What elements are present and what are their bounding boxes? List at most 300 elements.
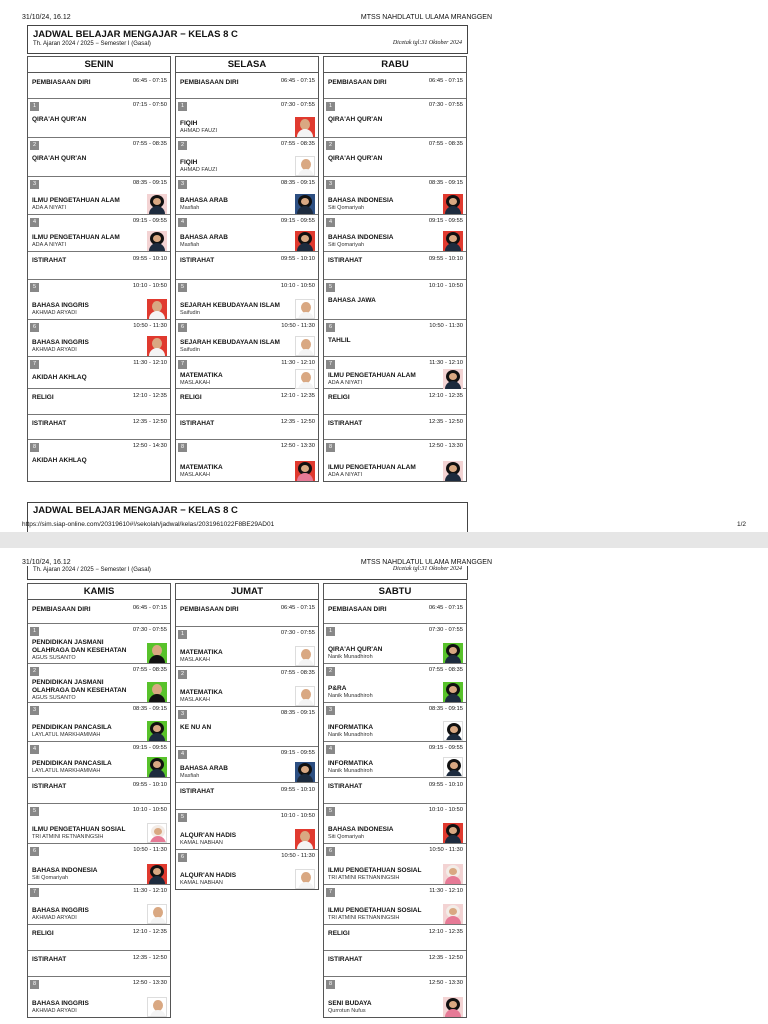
slot-time: 10:10 - 10:50 (132, 283, 167, 289)
slot-time: 06:45 - 07:15 (280, 78, 315, 84)
period-number: 3 (178, 180, 187, 189)
slot-time: 07:55 - 08:35 (428, 667, 463, 673)
slot-time: 07:15 - 07:50 (132, 102, 167, 108)
teacher-name: Saifudin (180, 347, 200, 353)
subject-name: RELIGI (32, 930, 54, 937)
lesson-slot[interactable] (176, 99, 318, 138)
break-slot[interactable] (176, 601, 318, 627)
teacher-name: KAMAL NABHAN (180, 840, 223, 846)
lesson-slot[interactable] (324, 138, 466, 177)
day-column-selasa (175, 56, 319, 482)
teacher-photo (147, 682, 167, 702)
day-header: RABU (324, 57, 466, 73)
teacher-photo (295, 762, 315, 782)
subject-name: PENDIDIKAN JASMANI OLAHRAGA DAN KESEHATAN (32, 679, 127, 694)
slot-time: 09:15 - 09:55 (132, 218, 167, 224)
subject-name: ISTIRAHAT (328, 257, 363, 264)
lesson-slot[interactable] (176, 177, 318, 215)
print-date: 31/10/24, 16.12 (22, 14, 71, 21)
teacher-photo (147, 721, 167, 741)
subject-name: ILMU PENGETAHUAN ALAM (328, 464, 416, 471)
subject-name: ILMU PENGETAHUAN ALAM (32, 197, 120, 204)
period-number: 3 (326, 180, 335, 189)
lesson-slot[interactable] (176, 667, 318, 707)
subject-name: P&RA (328, 685, 347, 692)
lesson-slot[interactable] (28, 138, 170, 177)
period-number: 2 (326, 667, 335, 676)
teacher-photo (443, 231, 463, 251)
subject-name: BAHASA INDONESIA (328, 826, 394, 833)
slot-time: 09:15 - 09:55 (280, 750, 315, 756)
lesson-slot[interactable] (324, 977, 466, 1018)
teacher-name: Nanik Munadhiroh (328, 732, 373, 738)
period-number: 3 (178, 710, 187, 719)
slot-time: 09:55 - 10:10 (428, 256, 463, 262)
slot-time: 09:55 - 10:10 (132, 782, 167, 788)
teacher-name: TRI ATMINI RETNANINGSIH (328, 875, 400, 881)
lesson-slot[interactable] (324, 440, 466, 482)
break-slot[interactable] (176, 74, 318, 99)
slot-time: 10:10 - 10:50 (132, 807, 167, 813)
subject-name: ISTIRAHAT (180, 788, 215, 795)
subject-name: PENDIDIKAN PANCASILA (32, 724, 112, 731)
subject-name: BAHASA INGGRIS (32, 1000, 89, 1007)
slot-time: 12:35 - 12:50 (428, 955, 463, 961)
subject-name: AKIDAH AKHLAQ (32, 457, 87, 464)
teacher-name: MASLAKAH (180, 380, 210, 386)
slot-time: 06:45 - 07:15 (428, 78, 463, 84)
lesson-slot[interactable] (28, 664, 170, 703)
slot-time: 08:35 - 09:15 (280, 180, 315, 186)
page-2 (0, 548, 768, 1024)
teacher-name: Nanik Munadhiroh (328, 768, 373, 774)
teacher-photo (295, 869, 315, 889)
academic-year-2: Th. Ajaran 2024 / 2025 − Semester I (Gasal) (33, 567, 151, 573)
teacher-photo (295, 231, 315, 251)
teacher-photo (443, 194, 463, 214)
print-date-2: 31/10/24, 16.12 (22, 559, 71, 566)
period-number: 2 (178, 141, 187, 150)
lesson-slot[interactable] (176, 215, 318, 252)
period-number: 4 (326, 745, 335, 754)
lesson-slot[interactable] (324, 664, 466, 703)
slot-time: 09:15 - 09:55 (428, 745, 463, 751)
slot-time: 10:10 - 10:50 (280, 813, 315, 819)
slot-time: 10:50 - 11:30 (429, 847, 463, 853)
teacher-name: Nanik Munadhiroh (328, 693, 373, 699)
slot-time: 08:35 - 09:15 (132, 706, 167, 712)
subject-name: INFORMATIKA (328, 724, 374, 731)
slot-time: 08:35 - 09:15 (428, 706, 463, 712)
period-number: 5 (30, 807, 39, 816)
teacher-name: TRI ATMINI RETNANINGSIH (32, 834, 104, 840)
slot-time: 07:55 - 08:35 (132, 667, 167, 673)
lesson-slot[interactable] (324, 844, 466, 885)
subject-name: ILMU PENGETAHUAN SOSIAL (32, 826, 126, 833)
lesson-slot[interactable] (324, 215, 466, 252)
teacher-photo (295, 156, 315, 176)
period-number: 7 (30, 360, 39, 369)
lesson-slot[interactable] (28, 885, 170, 925)
lesson-slot[interactable] (324, 177, 466, 215)
subject-name: PEMBIASAAN DIRI (180, 606, 239, 613)
teacher-name: TRI ATMINI RETNANINGSIH (328, 915, 400, 921)
subject-name: MATEMATIKA (180, 689, 223, 696)
break-slot[interactable] (324, 389, 466, 415)
period-number: 6 (30, 323, 39, 332)
teacher-photo (295, 299, 315, 319)
subject-name: BAHASA INDONESIA (32, 867, 98, 874)
day-column-jumat (175, 583, 319, 890)
period-number: 1 (326, 102, 335, 111)
day-header: SENIN (28, 57, 170, 73)
teacher-photo (443, 369, 463, 389)
subject-name: PEMBIASAAN DIRI (32, 606, 91, 613)
break-slot[interactable] (324, 951, 466, 977)
lesson-slot[interactable] (176, 357, 318, 389)
teacher-name: AKHMAD ARYADI (32, 347, 77, 353)
slot-time: 09:55 - 10:10 (132, 256, 167, 262)
period-number: 8 (30, 443, 39, 452)
slot-time: 10:50 - 11:30 (281, 853, 315, 859)
period-number: 4 (326, 218, 335, 227)
period-number: 2 (30, 141, 39, 150)
slot-time: 10:50 - 11:30 (133, 323, 167, 329)
subject-name: BAHASA ARAB (180, 197, 228, 204)
teacher-photo (295, 686, 315, 706)
slot-time: 12:50 - 13:30 (428, 443, 463, 449)
period-number: 5 (178, 283, 187, 292)
subject-name: MATEMATIKA (180, 464, 223, 471)
break-slot[interactable] (324, 415, 466, 440)
slot-time: 10:50 - 11:30 (133, 847, 167, 853)
slot-time: 12:50 - 13:30 (428, 980, 463, 986)
teacher-photo (443, 757, 463, 777)
teacher-name: MASLAKAH (180, 697, 210, 703)
slot-time: 10:50 - 11:30 (281, 323, 315, 329)
period-number: 2 (178, 670, 187, 679)
teacher-photo (147, 299, 167, 319)
slot-time: 06:45 - 07:15 (428, 605, 463, 611)
slot-time: 12:50 - 13:30 (280, 443, 315, 449)
schedule-title: JADWAL BELAJAR MENGAJAR − KELAS 8 C (33, 29, 238, 40)
period-number: 4 (178, 750, 187, 759)
period-number: 6 (178, 323, 187, 332)
teacher-name: AGUS SUSANTO (32, 655, 76, 661)
slot-time: 07:55 - 08:35 (132, 141, 167, 147)
slot-time: 07:30 - 07:55 (280, 102, 315, 108)
break-slot[interactable] (176, 389, 318, 415)
lesson-slot[interactable] (28, 280, 170, 320)
teacher-name: LAYLATUL MARKHAMMAH (32, 732, 101, 738)
subject-name: PEMBIASAAN DIRI (180, 79, 239, 86)
day-column-senin (27, 56, 171, 482)
break-slot[interactable] (28, 778, 170, 804)
subject-name: BAHASA INGGRIS (32, 302, 89, 309)
slot-time: 09:55 - 10:10 (280, 787, 315, 793)
lesson-slot[interactable] (324, 885, 466, 925)
lesson-slot[interactable] (28, 320, 170, 357)
subject-name: BAHASA INDONESIA (328, 234, 394, 241)
teacher-name: Nanik Munadhiroh (328, 654, 373, 660)
day-header: JUMAT (176, 584, 318, 600)
teacher-name: AKHMAD ARYADI (32, 915, 77, 921)
school-name: MTSS NAHDLATUL ULAMA MRANGGEN (360, 14, 492, 21)
slot-time: 06:45 - 07:15 (132, 605, 167, 611)
teacher-name: AHMAD FAUZI (180, 167, 217, 173)
subject-name: TAHLIL (328, 337, 351, 344)
page-url[interactable]: https://sim.siap-online.com/20319610#!/sekolah/jadwal/kelas/2031961022F8BE29AD01 (22, 521, 275, 528)
teacher-name: Siti Qomariyah (328, 242, 365, 248)
break-slot[interactable] (324, 601, 466, 624)
slot-time: 11:30 - 12:10 (429, 888, 463, 894)
period-number: 2 (326, 141, 335, 150)
subject-name: ISTIRAHAT (180, 420, 215, 427)
lesson-slot[interactable] (28, 357, 170, 389)
teacher-name: Saifudin (180, 310, 200, 316)
period-number: 4 (30, 745, 39, 754)
period-number: 6 (30, 847, 39, 856)
teacher-photo (295, 369, 315, 389)
teacher-photo (443, 721, 463, 741)
break-slot[interactable] (28, 74, 170, 99)
lesson-slot[interactable] (324, 703, 466, 742)
period-number: 1 (326, 627, 335, 636)
subject-name: BAHASA JAWA (328, 297, 376, 304)
slot-time: 12:10 - 12:35 (280, 393, 315, 399)
lesson-slot[interactable] (28, 177, 170, 215)
subject-name: SENI BUDAYA (328, 1000, 372, 1007)
subject-name: MATEMATIKA (180, 372, 223, 379)
teacher-name: KAMAL NABHAN (180, 880, 223, 886)
lesson-slot[interactable] (176, 747, 318, 783)
subject-name: PEMBIASAAN DIRI (32, 79, 91, 86)
lesson-slot[interactable] (324, 280, 466, 320)
slot-time: 07:55 - 08:35 (280, 670, 315, 676)
teacher-photo (443, 997, 463, 1017)
slot-time: 09:15 - 09:55 (132, 745, 167, 751)
day-header: KAMIS (28, 584, 170, 600)
period-number: 7 (326, 888, 335, 897)
subject-name: RELIGI (328, 930, 350, 937)
subject-name: BAHASA INDONESIA (328, 197, 394, 204)
subject-name: SEJARAH KEBUDAYAAN ISLAM (180, 302, 280, 309)
teacher-photo (295, 646, 315, 666)
lesson-slot[interactable] (176, 138, 318, 177)
teacher-name: AHMAD FAUZI (180, 128, 217, 134)
subject-name: ILMU PENGETAHUAN ALAM (32, 234, 120, 241)
lesson-slot[interactable] (28, 99, 170, 138)
period-number: 8 (326, 980, 335, 989)
period-number: 5 (326, 807, 335, 816)
subject-name: ISTIRAHAT (32, 956, 67, 963)
subject-name: RELIGI (328, 394, 350, 401)
period-number: 2 (30, 667, 39, 676)
break-slot[interactable] (324, 925, 466, 951)
slot-time: 12:35 - 12:50 (280, 419, 315, 425)
lesson-slot[interactable] (176, 440, 318, 482)
break-slot[interactable] (324, 74, 466, 99)
day-column-kamis (27, 583, 171, 1018)
teacher-photo (443, 643, 463, 663)
subject-name: KE NU AN (180, 724, 212, 731)
lesson-slot[interactable] (176, 320, 318, 357)
period-number: 3 (30, 180, 39, 189)
lesson-slot[interactable] (324, 624, 466, 664)
break-slot[interactable] (28, 389, 170, 415)
teacher-photo (147, 643, 167, 663)
lesson-slot[interactable] (176, 810, 318, 850)
lesson-slot[interactable] (176, 280, 318, 320)
teacher-name: ADA A NIYATI (328, 472, 363, 478)
teacher-photo (443, 904, 463, 924)
slot-time: 08:35 - 09:15 (428, 180, 463, 186)
print-stamp: Dicetak tgl:31 Oktober 2024 (392, 40, 462, 46)
subject-name: BAHASA INGGRIS (32, 339, 89, 346)
subject-name: ALQUR'AN HADIS (180, 872, 237, 879)
teacher-photo (295, 117, 315, 137)
teacher-name: AKHMAD ARYADI (32, 1008, 77, 1014)
period-number: 7 (326, 360, 335, 369)
break-slot[interactable] (324, 252, 466, 280)
slot-time: 11:30 - 12:10 (133, 360, 167, 366)
print-footer (22, 521, 746, 530)
lesson-slot[interactable] (28, 977, 170, 1018)
break-slot[interactable] (176, 415, 318, 440)
teacher-name: MASLAKAH (180, 472, 210, 478)
teacher-photo (147, 194, 167, 214)
subject-name: QIRA'AH QUR'AN (328, 646, 383, 653)
lesson-slot[interactable] (176, 850, 318, 890)
subject-name: BAHASA ARAB (180, 234, 228, 241)
subject-name: ILMU PENGETAHUAN ALAM (328, 372, 416, 379)
slot-time: 12:50 - 14:30 (132, 443, 167, 449)
period-number: 3 (30, 706, 39, 715)
day-header: SABTU (324, 584, 466, 600)
teacher-photo (147, 231, 167, 251)
subject-name: SEJARAH KEBUDAYAAN ISLAM (180, 339, 280, 346)
break-slot[interactable] (28, 601, 170, 624)
subject-name: PEMBIASAAN DIRI (328, 79, 387, 86)
teacher-name: LAYLATUL MARKHAMMAH (32, 768, 101, 774)
lesson-slot[interactable] (28, 844, 170, 885)
period-number: 1 (178, 102, 187, 111)
slot-time: 09:15 - 09:55 (280, 218, 315, 224)
school-name-2: MTSS NAHDLATUL ULAMA MRANGGEN (360, 559, 492, 566)
day-column-sabtu (323, 583, 467, 1018)
lesson-slot[interactable] (28, 215, 170, 252)
lesson-slot[interactable] (176, 707, 318, 747)
period-number: 5 (326, 283, 335, 292)
lesson-slot[interactable] (28, 742, 170, 778)
slot-time: 06:45 - 07:15 (132, 78, 167, 84)
subject-name: ISTIRAHAT (328, 420, 363, 427)
subject-name: BAHASA INGGRIS (32, 907, 89, 914)
schedule-title-repeat: JADWAL BELAJAR MENGAJAR − KELAS 8 C (33, 505, 238, 516)
teacher-photo (443, 864, 463, 884)
subject-name: ISTIRAHAT (32, 420, 67, 427)
subject-name: ILMU PENGETAHUAN SOSIAL (328, 867, 422, 874)
lesson-slot[interactable] (324, 357, 466, 389)
lesson-slot[interactable] (28, 624, 170, 664)
subject-name: RELIGI (180, 394, 202, 401)
teacher-photo (443, 823, 463, 843)
break-slot[interactable] (176, 252, 318, 280)
lesson-slot[interactable] (28, 804, 170, 844)
slot-time: 10:10 - 10:50 (428, 283, 463, 289)
page-number: 1/2 (736, 521, 746, 528)
slot-time: 12:35 - 12:50 (132, 955, 167, 961)
academic-year: Th. Ajaran 2024 / 2025 − Semester I (Gasal) (33, 41, 151, 47)
subject-name: ILMU PENGETAHUAN SOSIAL (328, 907, 422, 914)
period-number: 4 (178, 218, 187, 227)
slot-time: 10:50 - 11:30 (429, 323, 463, 329)
teacher-name: Masfiah (180, 205, 200, 211)
period-number: 8 (30, 980, 39, 989)
teacher-name: ADA A NIYATI (32, 242, 67, 248)
schedule-header (27, 25, 468, 54)
lesson-slot[interactable] (324, 320, 466, 357)
print-header (22, 14, 746, 23)
slot-time: 07:30 - 07:55 (428, 627, 463, 633)
period-number: 1 (178, 630, 187, 639)
slot-time: 07:55 - 08:35 (428, 141, 463, 147)
slot-time: 10:10 - 10:50 (428, 807, 463, 813)
lesson-slot[interactable] (324, 99, 466, 138)
subject-name: ISTIRAHAT (328, 956, 363, 963)
break-slot[interactable] (176, 783, 318, 810)
teacher-name: Qurrotun Nufus (328, 1008, 366, 1014)
teacher-photo (295, 194, 315, 214)
break-slot[interactable] (28, 252, 170, 280)
period-number: 1 (30, 102, 39, 111)
day-header: SELASA (176, 57, 318, 73)
subject-name: FIQIH (180, 159, 198, 166)
break-slot[interactable] (28, 415, 170, 440)
slot-time: 12:10 - 12:35 (132, 393, 167, 399)
slot-time: 11:30 - 12:10 (429, 360, 463, 366)
lesson-slot[interactable] (28, 703, 170, 742)
slot-time: 11:30 - 12:10 (133, 888, 167, 894)
slot-time: 08:35 - 09:15 (280, 710, 315, 716)
lesson-slot[interactable] (28, 440, 170, 482)
teacher-name: AGUS SUSANTO (32, 695, 76, 701)
period-number: 8 (178, 443, 187, 452)
slot-time: 06:45 - 07:15 (280, 605, 315, 611)
teacher-photo (443, 682, 463, 702)
period-number: 1 (30, 627, 39, 636)
slot-time: 11:30 - 12:10 (281, 360, 315, 366)
break-slot[interactable] (28, 925, 170, 951)
slot-time: 07:30 - 07:55 (428, 102, 463, 108)
teacher-name: Siti Qomariyah (328, 834, 365, 840)
slot-time: 12:35 - 12:50 (428, 419, 463, 425)
subject-name: QIRA'AH QUR'AN (32, 116, 87, 123)
teacher-photo (147, 823, 167, 843)
lesson-slot[interactable] (324, 742, 466, 778)
period-number: 6 (178, 853, 187, 862)
teacher-name: ADA A NIYATI (32, 205, 67, 211)
lesson-slot[interactable] (324, 804, 466, 844)
teacher-photo (147, 864, 167, 884)
teacher-photo (295, 336, 315, 356)
subject-name: PENDIDIKAN JASMANI OLAHRAGA DAN KESEHATAN (32, 639, 127, 654)
break-slot[interactable] (28, 951, 170, 977)
break-slot[interactable] (324, 778, 466, 804)
subject-name: PENDIDIKAN PANCASILA (32, 760, 112, 767)
lesson-slot[interactable] (176, 627, 318, 667)
subject-name: FIQIH (180, 120, 198, 127)
